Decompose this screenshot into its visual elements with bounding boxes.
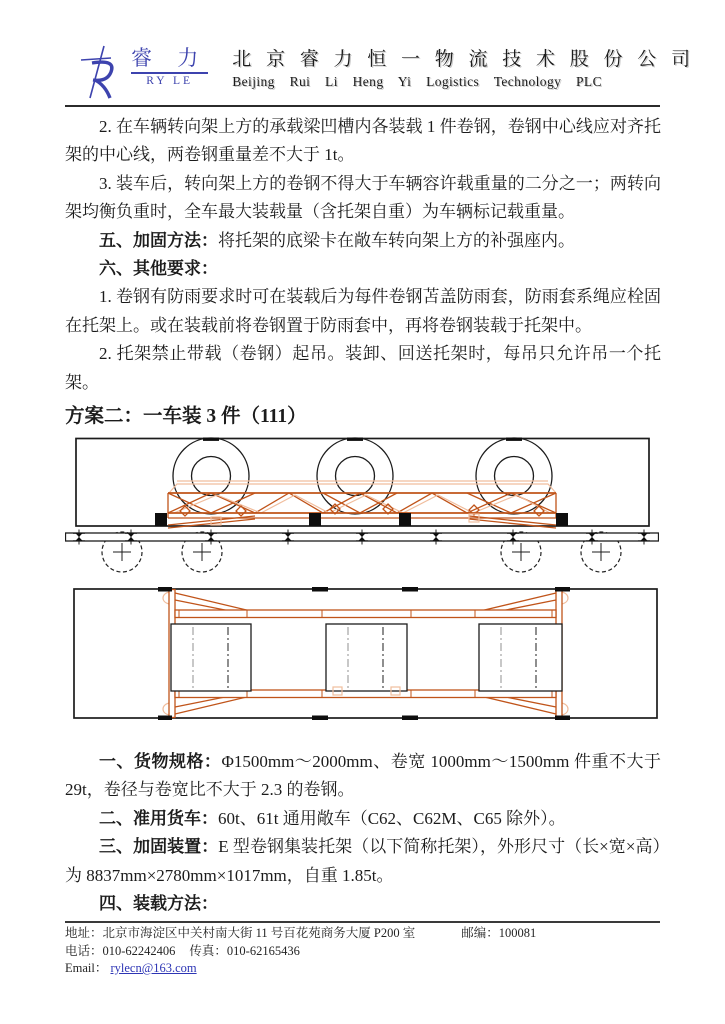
spec-paragraph (65, 890, 661, 918)
paragraph-text: 2. 托架禁止带载（卷钢）起吊。装卸、回送托架时，每吊只允许吊一个托架。 (65, 344, 661, 392)
steel-coils-top (171, 624, 562, 695)
paragraph-lead: 六、其他要求： (99, 259, 218, 279)
paragraph-lead: 三、加固装置： (99, 837, 219, 857)
body-paragraph (65, 170, 661, 227)
page-footer (65, 925, 660, 978)
company-name-en: Beijing Rui Li Heng Yi Logistics Technology PLC (232, 74, 602, 89)
body-paragraph (65, 113, 661, 170)
side-view-diagram (65, 437, 659, 579)
top-view-diagram (65, 587, 659, 720)
body-paragraph (65, 255, 661, 283)
scheme-heading: 方案二：一车装 3 件（111） (65, 406, 307, 428)
footer-rule (65, 921, 660, 923)
footer-email-label: Email： (65, 961, 108, 975)
paragraph-text: E 型卷钢集装托架（以下简称托架），外形尺寸（长×宽×高）为 8837mm×2780mm×1017mm，自重 1.85t。 (65, 837, 662, 885)
body-paragraph (65, 283, 661, 340)
footer-fax: 传真：010-62165436 (189, 943, 300, 958)
letterhead (80, 45, 691, 99)
header-rule (65, 105, 660, 107)
paragraph-text: Φ1500mm～2000mm、卷宽 1000mm～1500mm 件重不大于 29t，卷径与卷宽比不大于 2.3 的卷钢。 (65, 752, 662, 800)
footer-address-line (65, 925, 660, 943)
body-paragraph (65, 340, 661, 397)
paragraph-text: 60t、61t 通用敞车（C62、C62M、C65 除外）。 (218, 808, 566, 828)
document-body (65, 113, 661, 919)
logo-en-text: RY LE (131, 72, 208, 87)
company-name-cn: 北 京 睿 力 恒 一 物 流 技 术 股 份 公 司 (232, 49, 691, 70)
paragraph-lead: 一、货物规格： (99, 752, 222, 772)
paragraph-text: 2. 在车辆转向架上方的承载梁凹槽内各装载 1 件卷钢，卷钢中心线应对齐托架的中心线，两卷钢重量差不大于 1t。 (65, 117, 661, 165)
spec-paragraph (65, 748, 661, 805)
footer-phone: 电话：010-62242406 (65, 943, 176, 958)
company-logo (80, 45, 208, 99)
specification-section (65, 748, 661, 918)
footer-phone-line (65, 943, 660, 961)
paragraph-text: 1. 卷钢有防雨要求时可在装载后为每件卷钢苫盖防雨套，防雨套系绳应栓固在托架上。或在装载前将卷钢置于防雨套中，再将卷钢装载于托架中。 (65, 287, 661, 335)
body-paragraph (65, 227, 661, 255)
footer-email-link[interactable]: rylecn@163.com (110, 961, 197, 975)
spec-paragraph (65, 805, 661, 833)
footer-postcode: 邮编：100081 (461, 926, 537, 940)
paragraph-lead: 五、加固方法： (99, 230, 218, 250)
logo-cn-text: 睿 力 (131, 46, 209, 70)
spec-paragraph (65, 833, 661, 890)
paragraph-lead: 二、准用货车： (99, 808, 218, 828)
paragraph-lead: 四、装载方法： (99, 894, 218, 914)
paragraph-text: 将托架的底梁卡在敞车转向架上方的补强座内。 (218, 230, 575, 250)
logo-text (131, 45, 208, 87)
logo-mark-icon (80, 45, 124, 99)
paragraph-text: 3. 装车后，转向架上方的卷钢不得大于车辆容许载重量的二分之一；两转向架均衡负重时，全车最大装载量（含托架自重）为车辆标记载重量。 (65, 173, 661, 222)
company-name-block (232, 45, 690, 90)
footer-address: 地址：北京市海淀区中关村南大街 11 号百花苑商务大厦 P200 室 (65, 926, 416, 940)
footer-email-line (65, 960, 660, 978)
